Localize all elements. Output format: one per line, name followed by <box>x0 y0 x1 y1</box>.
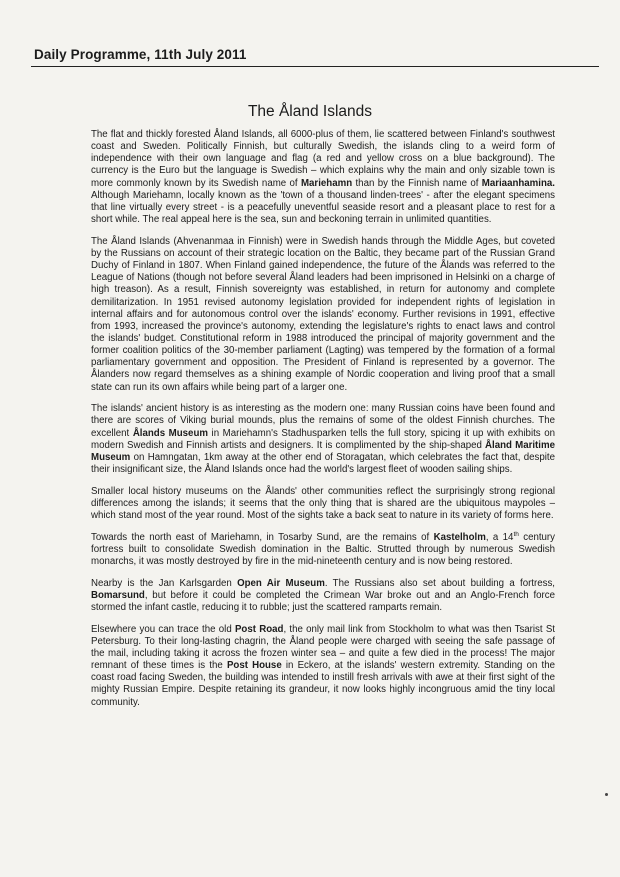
bold-term: Mariehamn <box>300 177 353 189</box>
paragraph-text: Elsewhere you can trace the old <box>91 623 235 635</box>
paragraph-text: , the only mail link from Stockholm to what was then Tsarist St Petersburg. To their long-lasting chagrin, the Åland people were charged with seeing the safe passage of the mail, including taking it across the frozen winter sea – and quite a few died in the process! The major remnant of these times is the <box>91 623 555 672</box>
paragraph-text: The Åland Islands (Ahvenanmaa in Finnish) were in Swedish hands through the Middle Ages, but coveted by the Russians on account of their strategic location on the Baltic, they became part of the Russian Grand Duchy of Finland in 1807. When Finland gained independence, the future of the Ålands was referred to the League of Nations (though not before several Åland leaders had been imprisoned in Helsinki on a charge of high treason). As a result, Finnish sovereignty was established, in return for autonomy and complete demilitarization. In 1951 revised autonomy legislation provided for independent rights of legislation in internal affairs and for autonomous control over the islands' economy. Further revisions in 1991, effective from 1993, increased the province's autonomy, extending the legislature's rights to enact laws and control the islands' budget. Constitutional reform in 1988 introduced the principal of majority government and the former coalition politics of the 30-member parliament (Lagting) was tempered by the formation of a formal parliamentary government and opposition. The President of Finland is represented by a governor. The Ålanders now regard themselves as a shining example of Nordic cooperation and living proof that a small state can run its own affairs while being part of a larger one. <box>91 235 555 393</box>
bold-term: Bomarsund <box>91 589 145 601</box>
bold-term: Mariaanhamina. <box>481 177 555 189</box>
scan-speck <box>605 793 608 796</box>
bold-term: Åland Maritime Museum <box>91 439 555 463</box>
paragraph-text: Towards the north east of Mariehamn, in Tosarby Sund, are the remains of <box>91 531 434 543</box>
article-paragraph <box>91 486 555 522</box>
paragraph-text: century fortress built to consolidate Swedish domination in the Baltic. Strutted through by numerous Swedish monarchs, it was mostly destroyed by fire in the mid-nineteenth century and is now being restored. <box>91 531 555 567</box>
article-body <box>91 129 555 718</box>
article-paragraph <box>91 129 555 226</box>
paragraph-text: The flat and thickly forested Åland Islands, all 6000-plus of them, lie scattered between Finland's southwest coast and Sweden. Politically Finnish, but culturally Swedish, the islands cling to a weird form of independence with their own language and flag (a red and yellow cross on a blue background). The currency is the Euro but the language is Swedish – which explains why the main and only sizable town is more commonly known by its Swedish name of <box>91 129 555 189</box>
bold-term: Open Air Museum <box>237 577 325 589</box>
header-rule <box>31 66 599 67</box>
paragraph-text: , but before it could be completed the Crimean War broke out and an Anglo-French force stormed the infant castle, reducing it to rubble; just the scattered ramparts remain. <box>91 589 555 613</box>
paragraph-text: Smaller local history museums on the Ålands' other communities reflect the surprisingly strong regional differences among the islands; it seems that the only thing that is shared are the ubiquitous maypoles – which stand most of the year round. Most of the sights take a back seat to nature in its variety of forms here. <box>91 485 555 522</box>
article-title: The Åland Islands <box>247 103 373 121</box>
bold-term: Post House <box>226 660 282 672</box>
paragraph-text: on Hamngatan, 1km away at the other end of Storagatan, which celebrates the fact that, despite their insignificant size, the Åland Islands once had the world's largest fleet of wooden sailing ships. <box>91 451 555 476</box>
paragraph-text: The islands' ancient history is as interesting as the modern one: many Russian coins have been found and there are scores of Viking burial mounds, plus the remains of some of the oldest Finnish churches. The excellent <box>91 403 555 439</box>
article-paragraph <box>91 578 555 614</box>
paragraph-text: . The Russians also set about building a fortress, <box>324 577 555 589</box>
paragraph-text: in Eckero, at the islands' western extremity. Standing on the coast road facing Sweden, the building was intended to instill fresh arrivals with awe at their first sight of the mighty Russian Empire. Despite retaining its grandeur, it now looks highly incongruous amid the tiny local community. <box>91 660 555 708</box>
superscript: th <box>513 530 519 538</box>
paragraph-text: , a 14 <box>485 531 514 543</box>
article-paragraph <box>91 532 555 568</box>
bold-term: Post Road <box>234 623 284 635</box>
bold-term: Kastelholm <box>433 531 486 543</box>
bold-term: Ålands Museum <box>132 427 208 439</box>
paragraph-text: Although Mariehamn, locally known as the 'town of a thousand linden-trees' - after the elegant specimens that line virtually every street - is a peacefully uneventful seaside resort and a pleasant place to rest for a short while. The real appeal here is the sea, sun and beckoning terrain in unlimited quantities. <box>91 189 555 226</box>
article-paragraph <box>91 403 555 476</box>
page-header: Daily Programme, 11th July 2011 <box>34 47 247 62</box>
paragraph-text: in Mariehamn's Stadhusparken tells the full story, spicing it up with exhibits on modern Swedish and Finnish artists and designers. It is complimented by the ship-shaped <box>91 427 555 451</box>
paragraph-text: Nearby is the Jan Karlsgarden <box>91 577 238 589</box>
article-paragraph <box>91 624 555 709</box>
article-paragraph <box>91 236 555 394</box>
paragraph-text: than by the Finnish name of <box>352 177 482 189</box>
